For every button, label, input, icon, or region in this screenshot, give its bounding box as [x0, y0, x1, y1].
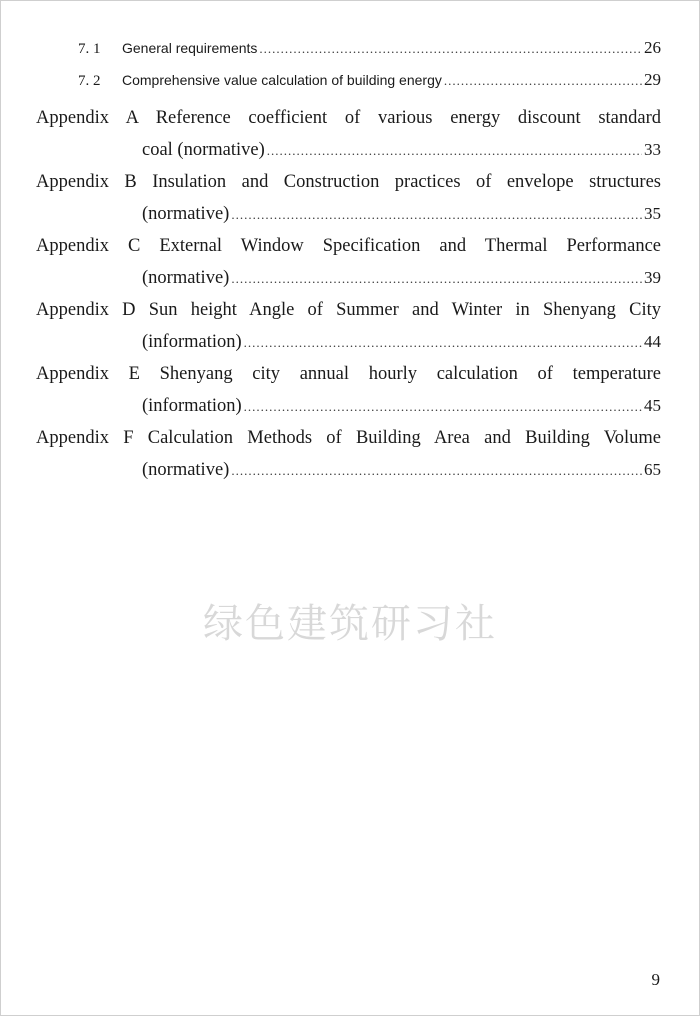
appendix-page: 35	[644, 204, 661, 223]
toc-entry-page: 26	[644, 38, 661, 57]
toc-entry-appendix-e[interactable]	[36, 358, 661, 422]
toc-entry-appendix-b[interactable]	[36, 166, 661, 230]
appendix-title: Appendix C External Window Specification and Thermal Performance	[36, 236, 661, 256]
appendix-title: Appendix B Insulation and Construction practices of envelope structures	[36, 172, 661, 192]
appendix-title-continued: (normative)	[142, 268, 230, 288]
appendix-page: 45	[644, 396, 661, 415]
appendix-page: 33	[644, 140, 661, 159]
dot-leader	[231, 455, 642, 487]
toc-entry-number: 7. 2	[78, 73, 101, 89]
appendix-title: Appendix E Shenyang city annual hourly calculation of temperature	[36, 364, 661, 384]
toc-entry-7-1[interactable]	[36, 38, 661, 70]
appendix-title: Appendix A Reference coefficient of various energy discount standard	[36, 108, 661, 128]
appendix-title-continued: (normative)	[142, 460, 230, 480]
appendix-title-continued: (information)	[142, 396, 242, 416]
toc-entry-appendix-a[interactable]	[36, 102, 661, 166]
toc-entry-title: General requirements	[122, 40, 258, 56]
appendix-page: 44	[644, 332, 661, 351]
appendix-title-continued: (normative)	[142, 204, 230, 224]
dot-leader	[244, 391, 642, 423]
dot-leader	[444, 73, 642, 89]
toc-entry-7-2[interactable]	[36, 70, 661, 102]
appendix-title-continued: coal (normative)	[142, 140, 265, 160]
toc-entry-title: Comprehensive value calculation of building energy	[122, 72, 442, 88]
toc-entry-appendix-f[interactable]	[36, 422, 661, 486]
dot-leader	[267, 135, 642, 167]
appendix-title: Appendix D Sun height Angle of Summer and Winter in Shenyang City	[36, 300, 661, 320]
watermark: 绿色建筑研习社	[203, 601, 497, 647]
toc-entry-appendix-d[interactable]	[36, 294, 661, 358]
toc-entry-number: 7. 1	[78, 41, 101, 57]
dot-leader	[259, 41, 642, 57]
page-number: 9	[651, 970, 660, 989]
dot-leader	[231, 199, 642, 231]
dot-leader	[244, 327, 642, 359]
appendix-page: 39	[644, 268, 661, 287]
appendix-title-continued: (information)	[142, 332, 242, 352]
toc-entry-page: 29	[644, 70, 661, 89]
toc-entry-appendix-c[interactable]	[36, 230, 661, 294]
dot-leader	[231, 263, 642, 295]
appendix-page: 65	[644, 460, 661, 479]
table-of-contents	[36, 38, 661, 486]
appendix-title: Appendix F Calculation Methods of Building Area and Building Volume	[36, 428, 661, 448]
